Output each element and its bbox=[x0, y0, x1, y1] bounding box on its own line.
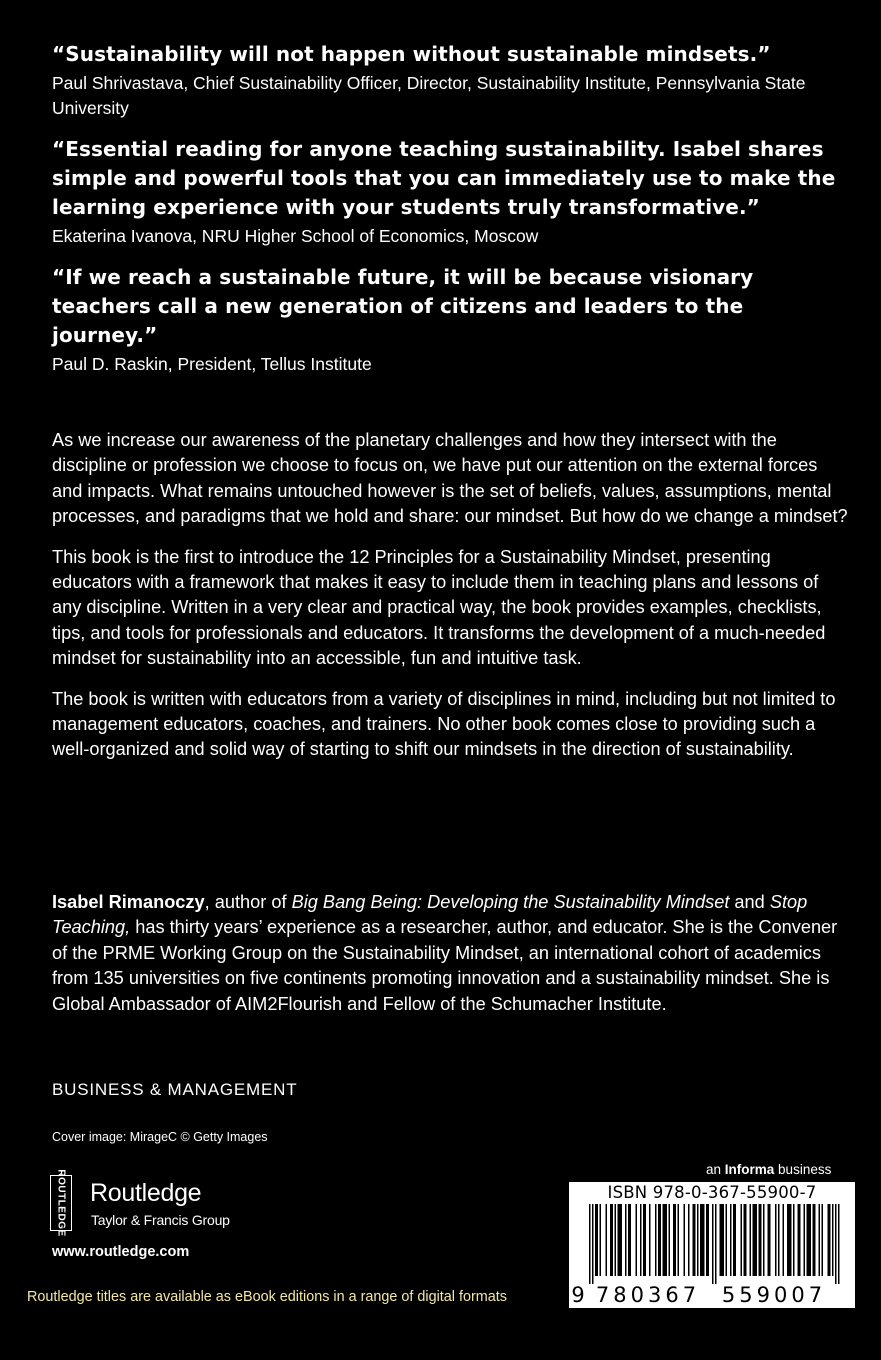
informa-label bbox=[706, 1162, 831, 1177]
author-name: Isabel Rimanoczy bbox=[52, 892, 205, 912]
book-title: Big Bang Being: Developing the Sustainability Mindset bbox=[291, 892, 730, 912]
informa-brand: Informa bbox=[724, 1162, 775, 1177]
publisher-website[interactable]: www.routledge.com bbox=[52, 1244, 190, 1260]
barcode-digits bbox=[569, 1282, 855, 1308]
author-bio-text bbox=[52, 890, 852, 1017]
quote-text: “Essential reading for anyone teaching sustainability. Isabel shares simple and powerful tools that you can immediately use to make the learning experience with your students truly transformative.” bbox=[52, 137, 836, 219]
routledge-mark-icon bbox=[50, 1169, 72, 1237]
endorsements bbox=[52, 40, 842, 391]
bio-text: has thirty years’ experience as a researcher, author, and educator. She is the Convener of the PRME Working Group on the Sustainability Mindset, an international cohort of academics from 135 universities on five continents promoting innovation and a sustainability mindset. She is Global Ambassador of AIM2Flourish and Fellow of the Schumacher Institute. bbox=[52, 917, 838, 1014]
bio-text: , author of bbox=[204, 892, 292, 912]
quote-text: “If we reach a sustainable future, it will be because visionary teachers call a new generation of citizens and leaders to the journey.” bbox=[52, 265, 754, 347]
quote-text: “Sustainability will not happen without sustainable mindsets.” bbox=[52, 42, 771, 66]
bio-text: and bbox=[729, 892, 770, 912]
barcode-image bbox=[575, 1204, 849, 1284]
barcode-digit-lead: 9 bbox=[571, 1283, 585, 1307]
logo-mark-text: ROUTLEDGE bbox=[55, 1169, 67, 1237]
publisher-group: Taylor & Francis Group bbox=[91, 1212, 230, 1228]
ebook-note: Routledge titles are available as eBook editions in a range of digital formats bbox=[27, 1289, 507, 1305]
category-label: BUSINESS & MANAGEMENT bbox=[52, 1080, 298, 1099]
description-paragraph: This book is the first to introduce the 12 Principles for a Sustainability Mindset, presenting educators with a framework that makes it easy to include them in teaching plans and lessons of any discipline. Written in a very clear and practical way, the book provides examples, checklists, tips, and tools for professionals and educators. It transforms the development of a much-needed mindset for sustainability into an accessible, fun and intuitive task. bbox=[52, 546, 826, 669]
book-title: Stop Teaching, bbox=[52, 892, 808, 938]
informa-suffix: business bbox=[774, 1162, 832, 1177]
quote-attribution: Ekaterina Ivanova, NRU Higher School of Economics, Moscow bbox=[52, 226, 539, 246]
barcode-digit-group: 559007 bbox=[721, 1283, 827, 1307]
informa-prefix: an bbox=[706, 1162, 725, 1177]
endorsement-quote bbox=[52, 263, 842, 377]
quote-attribution: Paul D. Raskin, President, Tellus Institute bbox=[52, 354, 372, 374]
barcode-digit-group: 780367 bbox=[595, 1283, 701, 1307]
description-paragraph: The book is written with educators from a variety of disciplines in mind, including but not limited to management educators, coaches, and trainers. No other book comes close to providing such a well-organized and solid way of starting to shift our mindsets in the direction of sustainability. bbox=[52, 688, 836, 760]
book-description bbox=[52, 428, 852, 778]
description-paragraph: As we increase our awareness of the planetary challenges and how they intersect with the discipline or profession we choose to focus on, we have put our attention on the external forces and impacts. What remains untouched however is the set of beliefs, values, assumptions, mental processes, and paradigms that we hold and share: our mindset. But how do we change a mindset? bbox=[52, 430, 848, 527]
endorsement-quote bbox=[52, 40, 842, 121]
publisher-name: Routledge bbox=[90, 1179, 202, 1207]
cover-credit: Cover image: MirageC © Getty Images bbox=[52, 1130, 268, 1144]
quote-attribution: Paul Shrivastava, Chief Sustainability Officer, Director, Sustainability Institute, Pennsylvania State University bbox=[52, 73, 806, 118]
endorsement-quote bbox=[52, 135, 842, 249]
isbn-label: ISBN 978-0-367-55900-7 bbox=[607, 1183, 817, 1202]
author-bio bbox=[52, 890, 852, 1017]
publisher-logo bbox=[50, 1169, 290, 1237]
isbn-barcode-box bbox=[569, 1182, 855, 1308]
